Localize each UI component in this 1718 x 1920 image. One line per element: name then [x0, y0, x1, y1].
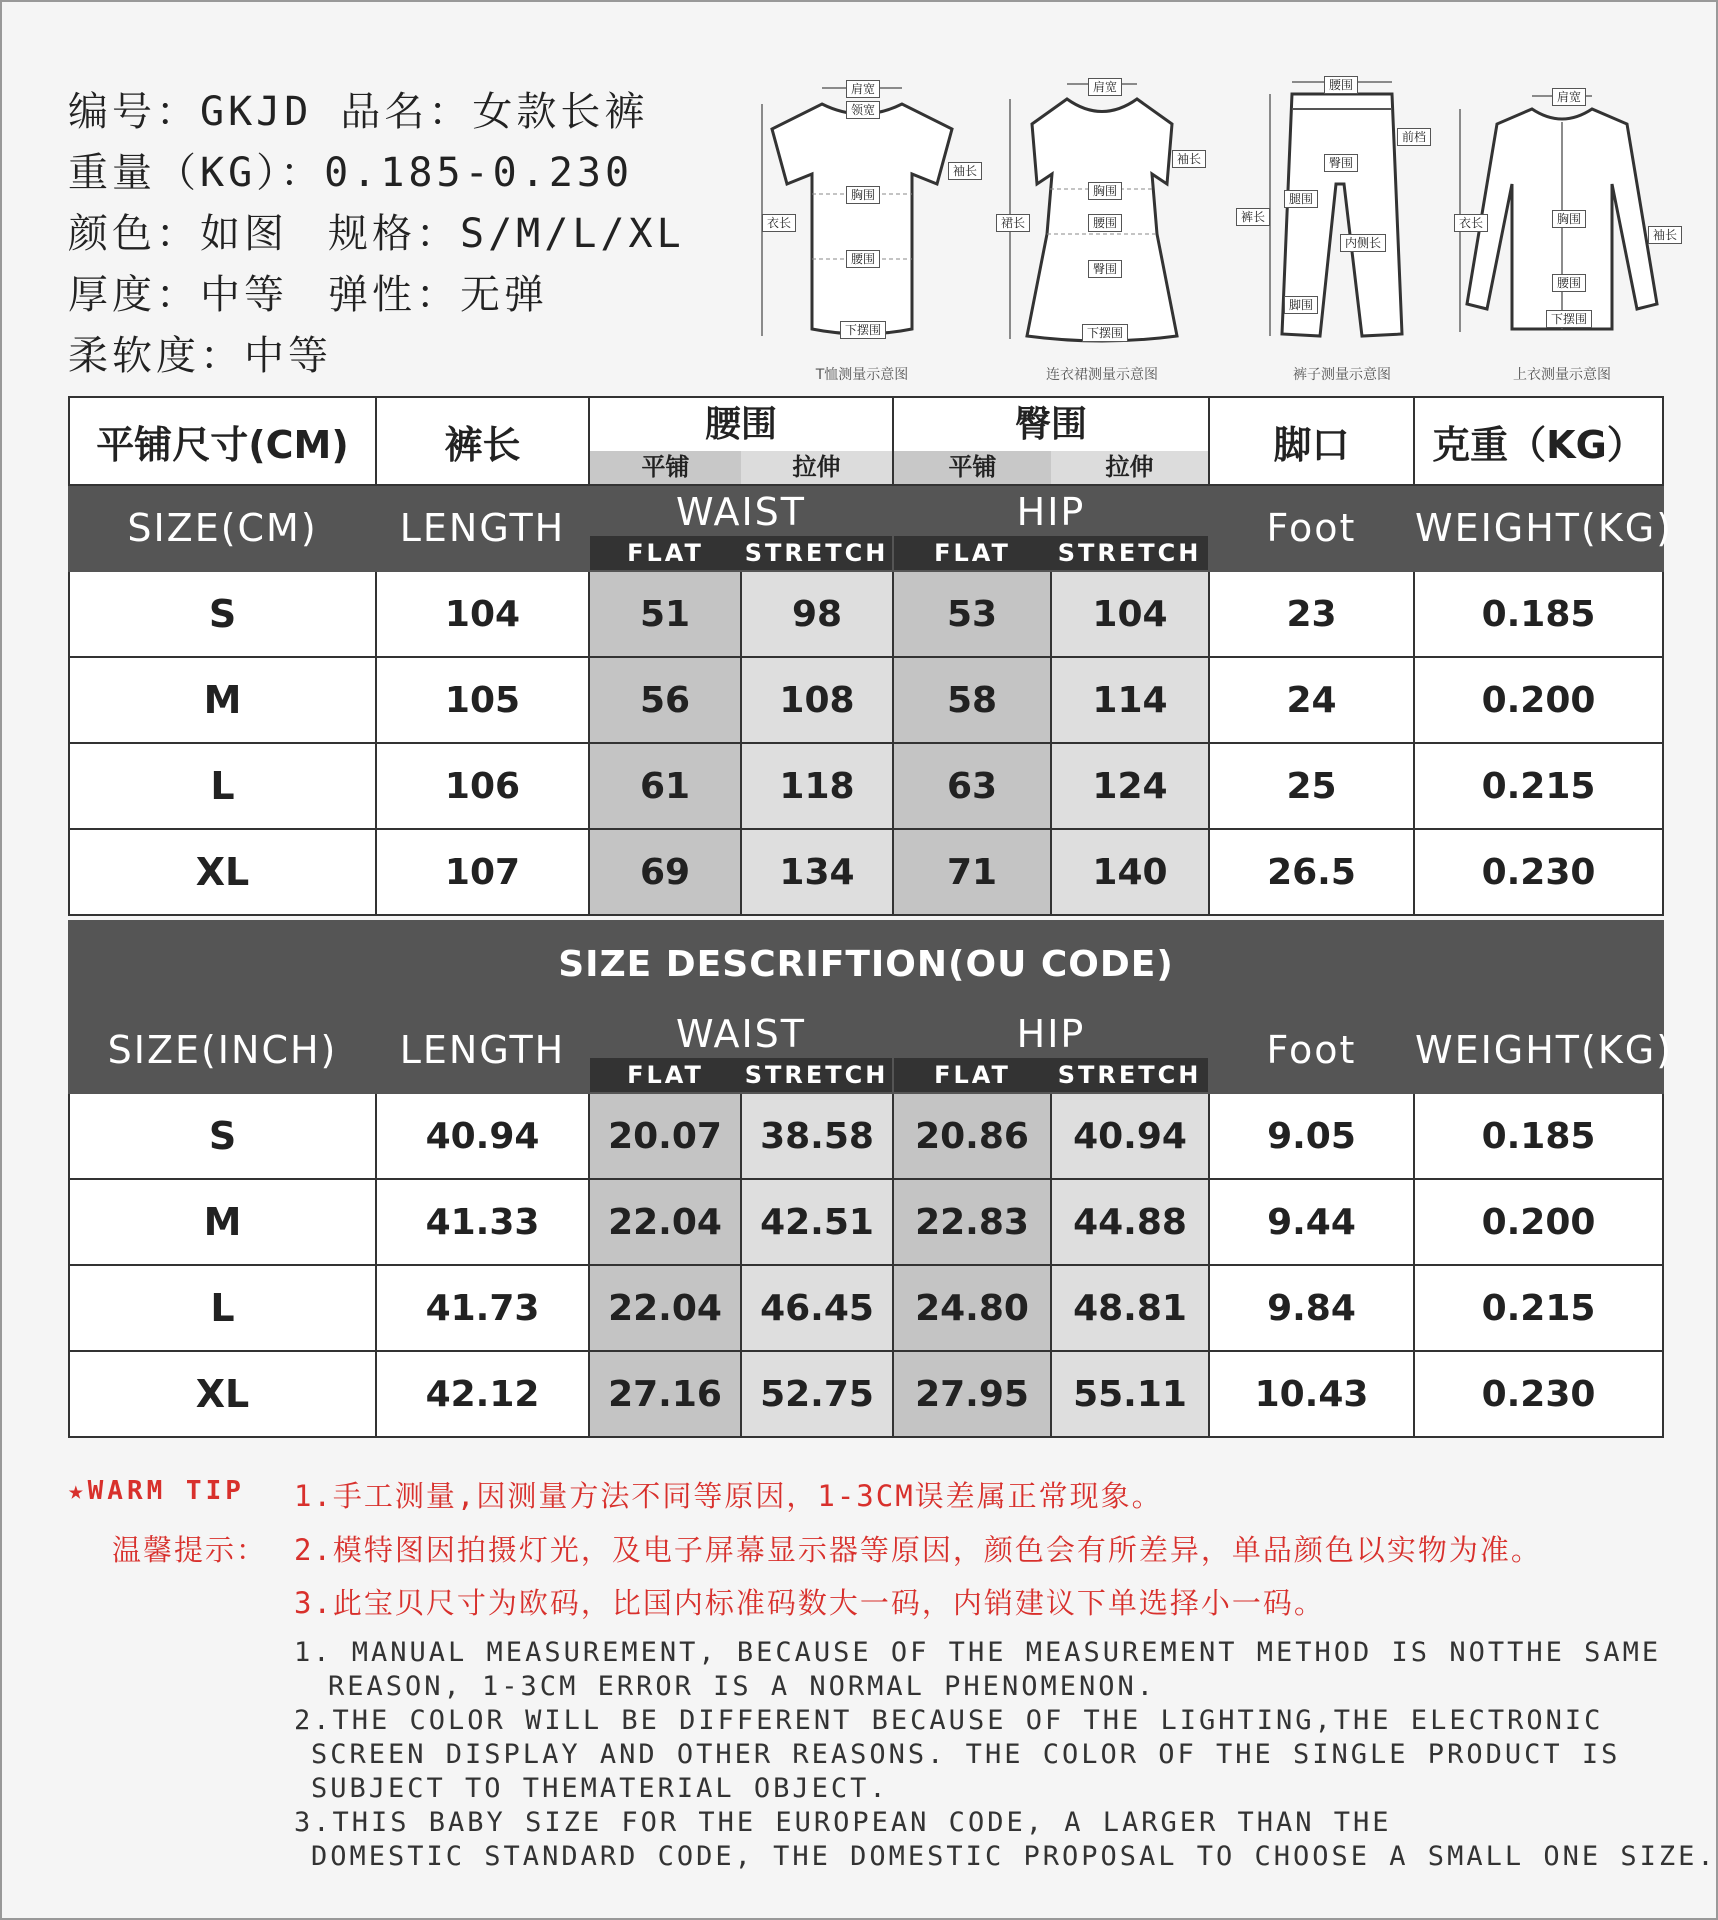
- en-header-size-inch: SIZE(INCH): [69, 1007, 376, 1093]
- cn-header-weight: 克重（KG）: [1414, 397, 1663, 485]
- hip-stretch-cell: 55.11: [1051, 1351, 1209, 1437]
- foot-cell: 25: [1209, 743, 1414, 829]
- tip-en-line-2: REASON, 1-3CM ERROR IS A NORMAL PHENOMENON.: [328, 1671, 1156, 1702]
- cn-header-length: 裤长: [376, 397, 589, 485]
- dress-label-2: 胸围: [1088, 182, 1122, 200]
- length-cell: 106: [376, 743, 589, 829]
- length-cell: 105: [376, 657, 589, 743]
- pants-label-1: 臀围: [1324, 154, 1358, 172]
- table-row: [69, 657, 1663, 743]
- hip-flat-cell: 53: [893, 571, 1051, 657]
- tip-cn-2: 2.模特图因拍摄灯光，及电子屏幕显示器等原因，颜色会有所差异，单品颜色以实物为准。: [294, 1533, 1542, 1567]
- tip-en-line-4: SCREEN DISPLAY AND OTHER REASONS. THE COLOR OF THE SINGLE PRODUCT IS: [311, 1739, 1621, 1770]
- product-color-spec: [68, 204, 768, 265]
- hip-stretch-cell: 40.94: [1051, 1093, 1209, 1179]
- length-cell: 104: [376, 571, 589, 657]
- hip-flat-cell: 58: [893, 657, 1051, 743]
- cn-header-hip-flat: 平铺: [894, 451, 1051, 484]
- en-header-waist-label: WAIST: [675, 490, 807, 534]
- pants-label-0: 腰围: [1324, 76, 1358, 94]
- foot-cell: 24: [1209, 657, 1414, 743]
- foot-cell: 9.84: [1209, 1265, 1414, 1351]
- waist-stretch-cell: 98: [741, 571, 893, 657]
- en-header-waist-stretch: STRETCH: [744, 539, 889, 567]
- product-elasticity: 弹性：无弹: [328, 272, 548, 318]
- waist-flat-cell: 69: [589, 829, 741, 915]
- en-header-size: SIZE(CM): [69, 485, 376, 571]
- length-cell: 41.33: [376, 1179, 589, 1265]
- length-cell: 41.73: [376, 1265, 589, 1351]
- shirt-label-4: 腰围: [1552, 274, 1586, 292]
- hip-flat-cell: 71: [893, 829, 1051, 915]
- en-header-waist-flat: FLAT: [627, 539, 704, 567]
- hip-stretch-cell: 124: [1051, 743, 1209, 829]
- hip-stretch-cell: 44.88: [1051, 1179, 1209, 1265]
- dress-label-5: 臀围: [1088, 260, 1122, 278]
- product-spec: 规格：S/M/L/XL: [328, 211, 685, 257]
- weight-cell: 0.200: [1414, 1179, 1663, 1265]
- shirt-label-3: 袖长: [1648, 226, 1682, 244]
- pants-caption: 裤子测量示意图: [1293, 367, 1391, 383]
- size-table-inch: [68, 920, 1674, 1438]
- waist-flat-cell: 22.04: [589, 1179, 741, 1265]
- warm-tip-label: ★WARM TIP: [68, 1476, 245, 1506]
- weight-cell: 0.215: [1414, 1265, 1663, 1351]
- en-header-row-inch: [69, 1007, 1663, 1093]
- waist-flat-cell: 56: [589, 657, 741, 743]
- star-icon: ★: [68, 1476, 88, 1506]
- size-cell: S: [69, 571, 376, 657]
- en-header-waist-inch: [589, 1007, 893, 1093]
- cn-header-size: 平铺尺寸(CM): [69, 397, 376, 485]
- shirt-caption: 上衣测量示意图: [1513, 367, 1611, 383]
- tshirt-label-1: 领宽: [846, 101, 880, 119]
- weight-cell: 0.185: [1414, 1093, 1663, 1179]
- cn-header-waist-flat: 平铺: [590, 451, 741, 484]
- tip-en-line-7: DOMESTIC STANDARD CODE, THE DOMESTIC PROPOSAL TO CHOOSE A SMALL ONE SIZE.: [311, 1841, 1717, 1872]
- size-cell: L: [69, 743, 376, 829]
- shirt-label-1: 衣长: [1454, 214, 1488, 232]
- cn-header-waist: [589, 397, 893, 485]
- en-header-weight-inch: WEIGHT(KG): [1414, 1007, 1663, 1093]
- table-row: [69, 829, 1663, 915]
- waist-stretch-cell: 52.75: [741, 1351, 893, 1437]
- waist-flat-cell: 61: [589, 743, 741, 829]
- en-header-waist: [589, 485, 893, 571]
- pants-label-3: 腿围: [1284, 190, 1318, 208]
- product-softness: 柔软度：中等: [68, 333, 332, 379]
- waist-stretch-cell: 134: [741, 829, 893, 915]
- en-header-hip: [893, 485, 1209, 571]
- tip-en-line-1: 1. MANUAL MEASUREMENT, BECAUSE OF THE MEASUREMENT METHOD IS NOTTHE SAME: [294, 1637, 1662, 1668]
- en-header-hip-flat-inch: FLAT: [934, 1061, 1011, 1089]
- pants-diagram: [1232, 74, 1452, 392]
- product-info: [68, 82, 768, 387]
- shirt-diagram: [1452, 74, 1678, 392]
- hip-flat-cell: 20.86: [893, 1093, 1051, 1179]
- product-thickness: 厚度：中等: [68, 272, 288, 318]
- pants-label-2: 前档: [1397, 128, 1431, 146]
- table-row: [69, 1093, 1663, 1179]
- en-header-row-cm: [69, 485, 1663, 571]
- hip-flat-cell: 24.80: [893, 1265, 1051, 1351]
- en-header-hip-inch: [893, 1007, 1209, 1093]
- en-header-weight: WEIGHT(KG): [1414, 485, 1663, 571]
- shirt-label-0: 肩宽: [1552, 88, 1586, 106]
- waist-stretch-cell: 46.45: [741, 1265, 893, 1351]
- tshirt-caption: T恤测量示意图: [815, 367, 909, 383]
- cn-header-hip: [893, 397, 1209, 485]
- tip-en-line-5: SUBJECT TO THEMATERIAL OBJECT.: [311, 1773, 889, 1804]
- tshirt-label-6: 下摆围: [840, 321, 886, 339]
- en-header-foot-inch: Foot: [1209, 1007, 1414, 1093]
- shirt-label-5: 下摆围: [1546, 310, 1592, 328]
- weight-cell: 0.200: [1414, 657, 1663, 743]
- table-row: [69, 1179, 1663, 1265]
- waist-flat-cell: 22.04: [589, 1265, 741, 1351]
- dress-label-0: 肩宽: [1088, 78, 1122, 96]
- tshirt-label-3: 衣长: [762, 214, 796, 232]
- cn-header-waist-stretch: 拉伸: [741, 451, 892, 484]
- hip-flat-cell: 63: [893, 743, 1051, 829]
- pants-label-6: 脚围: [1284, 296, 1318, 314]
- cn-header-hip-label: 臀围: [1014, 404, 1087, 445]
- size-cell: M: [69, 1179, 376, 1265]
- en-header-hip-label: HIP: [1016, 490, 1086, 534]
- waist-flat-cell: 27.16: [589, 1351, 741, 1437]
- size-cell: M: [69, 657, 376, 743]
- length-cell: 40.94: [376, 1093, 589, 1179]
- foot-cell: 23: [1209, 571, 1414, 657]
- en-header-length-inch: LENGTH: [376, 1007, 589, 1093]
- dress-label-4: 腰围: [1088, 214, 1122, 232]
- size-table-cm: [68, 396, 1674, 916]
- en-header-waist-stretch-inch: STRETCH: [744, 1061, 889, 1089]
- hip-stretch-cell: 104: [1051, 571, 1209, 657]
- product-weight: 重量（KG）：0.185-0.230: [68, 150, 634, 196]
- en-header-waist-label-inch: WAIST: [675, 1012, 807, 1056]
- cn-header-row: [69, 397, 1663, 485]
- en-header-hip-flat: FLAT: [934, 539, 1011, 567]
- length-cell: 42.12: [376, 1351, 589, 1437]
- size-cell: XL: [69, 829, 376, 915]
- dress-diagram: [992, 74, 1212, 392]
- hip-flat-cell: 27.95: [893, 1351, 1051, 1437]
- product-code-name: 编号：GKJD 品名：女款长裤: [68, 89, 649, 135]
- size-cell: S: [69, 1093, 376, 1179]
- waist-stretch-cell: 108: [741, 657, 893, 743]
- en-header-waist-flat-inch: FLAT: [627, 1061, 704, 1089]
- tshirt-label-2: 袖长: [948, 162, 982, 180]
- waist-flat-cell: 20.07: [589, 1093, 741, 1179]
- product-thickness-elasticity: [68, 265, 768, 326]
- table-row: [69, 1265, 1663, 1351]
- dress-label-1: 袖长: [1172, 150, 1206, 168]
- table-row: [69, 571, 1663, 657]
- foot-cell: 9.05: [1209, 1093, 1414, 1179]
- cn-header-foot: 脚口: [1209, 397, 1414, 485]
- foot-cell: 9.44: [1209, 1179, 1414, 1265]
- waist-stretch-cell: 42.51: [741, 1179, 893, 1265]
- product-color: 颜色：如图: [68, 211, 288, 257]
- cn-header-hip-stretch: 拉伸: [1051, 451, 1208, 484]
- en-header-foot: Foot: [1209, 485, 1414, 571]
- weight-cell: 0.230: [1414, 829, 1663, 915]
- table-row: [69, 1351, 1663, 1437]
- size-cell: L: [69, 1265, 376, 1351]
- waist-stretch-cell: 38.58: [741, 1093, 893, 1179]
- banner-row: [69, 921, 1663, 1007]
- size-cell: XL: [69, 1351, 376, 1437]
- hip-stretch-cell: 140: [1051, 829, 1209, 915]
- hip-stretch-cell: 114: [1051, 657, 1209, 743]
- en-header-hip-label-inch: HIP: [1016, 1012, 1086, 1056]
- hip-flat-cell: 22.83: [893, 1179, 1051, 1265]
- tip-cn-3: 3.此宝贝尺寸为欧码，比国内标准码数大一码，内销建议下单选择小一码。: [294, 1586, 1325, 1620]
- weight-cell: 0.215: [1414, 743, 1663, 829]
- foot-cell: 10.43: [1209, 1351, 1414, 1437]
- dress-label-6: 下摆围: [1082, 324, 1128, 342]
- hip-stretch-cell: 48.81: [1051, 1265, 1209, 1351]
- tshirt-label-0: 肩宽: [846, 80, 880, 98]
- warm-tip-cn-label: 温馨提示：: [112, 1533, 268, 1567]
- tshirt-diagram: [752, 74, 978, 392]
- waist-stretch-cell: 118: [741, 743, 893, 829]
- en-header-length: LENGTH: [376, 485, 589, 571]
- tshirt-label-5: 腰围: [846, 250, 880, 268]
- waist-flat-cell: 51: [589, 571, 741, 657]
- weight-cell: 0.185: [1414, 571, 1663, 657]
- en-header-hip-stretch-inch: STRETCH: [1057, 1061, 1202, 1089]
- tip-en-line-3: 2.THE COLOR WILL BE DIFFERENT BECAUSE OF THE LIGHTING,THE ELECTRONIC: [294, 1705, 1604, 1736]
- pants-label-5: 内侧长: [1340, 234, 1386, 252]
- tshirt-label-4: 胸围: [846, 186, 880, 204]
- length-cell: 107: [376, 829, 589, 915]
- foot-cell: 26.5: [1209, 829, 1414, 915]
- dress-label-3: 裙长: [996, 214, 1030, 232]
- cn-header-waist-label: 腰围: [704, 404, 777, 445]
- en-header-hip-stretch: STRETCH: [1057, 539, 1202, 567]
- tip-cn-1: 1.手工测量,因测量方法不同等原因，1-3CM误差属正常现象。: [294, 1479, 1163, 1513]
- table-row: [69, 743, 1663, 829]
- weight-cell: 0.230: [1414, 1351, 1663, 1437]
- dress-caption: 连衣裙测量示意图: [1046, 367, 1158, 383]
- tip-en-line-6: 3.THIS BABY SIZE FOR THE EUROPEAN CODE, A LARGER THAN THE: [294, 1807, 1392, 1838]
- pants-label-4: 裤长: [1236, 208, 1270, 226]
- measurement-diagrams: [752, 74, 1692, 392]
- size-description-banner: SIZE DESCRIFTION(OU CODE): [69, 921, 1663, 1007]
- shirt-label-2: 胸围: [1552, 210, 1586, 228]
